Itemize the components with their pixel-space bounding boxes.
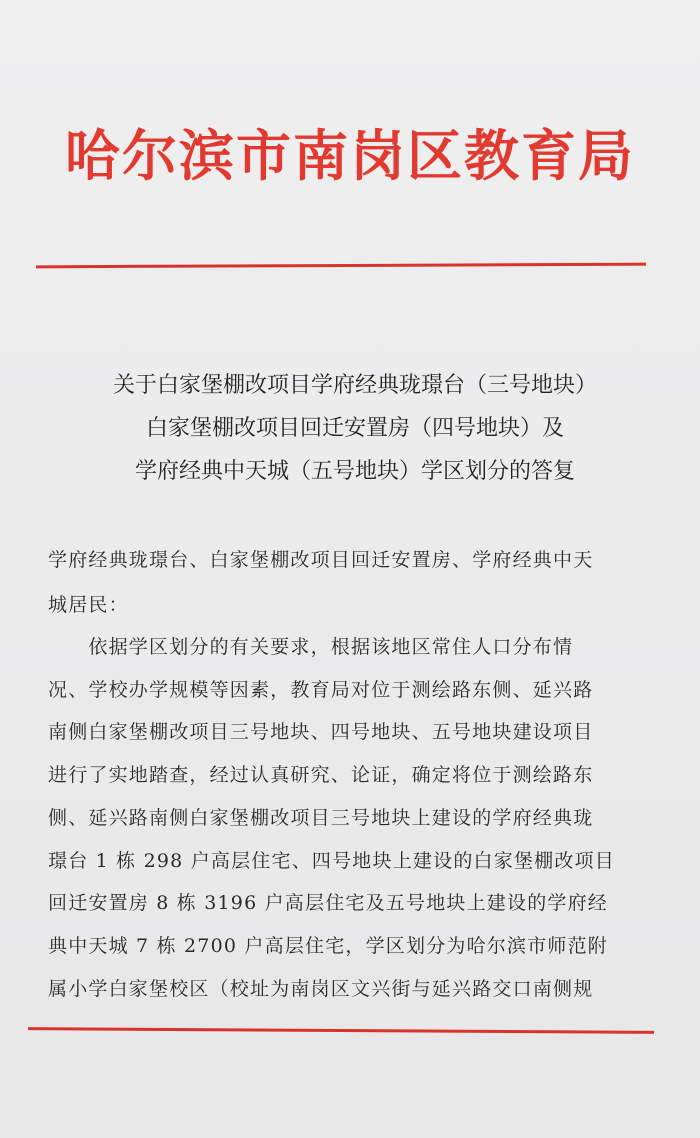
document-title-line-2: 白家堡棚改项目回迁安置房（四号地块）及 xyxy=(145,416,564,441)
body-line-11: 属小学白家堡校区（校址为南岗区文兴街与延兴路交口南侧规 xyxy=(48,978,594,1000)
body-line-6: 进行了实地踏查，经过认真研究、论证，确定将位于测绘路东 xyxy=(48,764,594,786)
letterhead-title: 哈尔滨市南岗区教育局 xyxy=(64,123,635,188)
body-line-1: 学府经典珑璟台、白家堡棚改项目回迁安置房、学府经典中天 xyxy=(48,549,594,571)
document-title-line-1: 关于白家堡棚改项目学府经典珑璟台（三号地块） xyxy=(112,373,597,398)
body-line-4: 况、学校办学规模等因素，教育局对位于测绘路东侧、延兴路 xyxy=(48,679,594,701)
red-rule-top xyxy=(36,263,646,269)
body-line-8: 璟台 1 栋 298 户高层住宅、四号地块上建设的白家堡棚改项目 xyxy=(48,850,615,872)
body-line-10: 典中天城 7 栋 2700 户高层住宅，学区划分为哈尔滨市师范附 xyxy=(48,935,609,957)
document-title-line-3: 学府经典中天城（五号地块）学区划分的答复 xyxy=(134,459,575,484)
body-line-9: 回迁安置房 8 栋 3196 户高层住宅及五号地块上建设的学府经 xyxy=(48,892,609,914)
body-line-5: 南侧白家堡棚改项目三号地块、四号地块、五号地块建设项目 xyxy=(48,721,594,743)
body-line-3: 依据学区划分的有关要求，根据该地区常住人口分布情 xyxy=(48,636,574,658)
red-rule-bottom xyxy=(28,1027,654,1034)
body-line-2: 城居民： xyxy=(48,594,129,616)
body-line-7: 侧、延兴路南侧白家堡棚改项目三号地块上建设的学府经典珑 xyxy=(48,807,594,829)
